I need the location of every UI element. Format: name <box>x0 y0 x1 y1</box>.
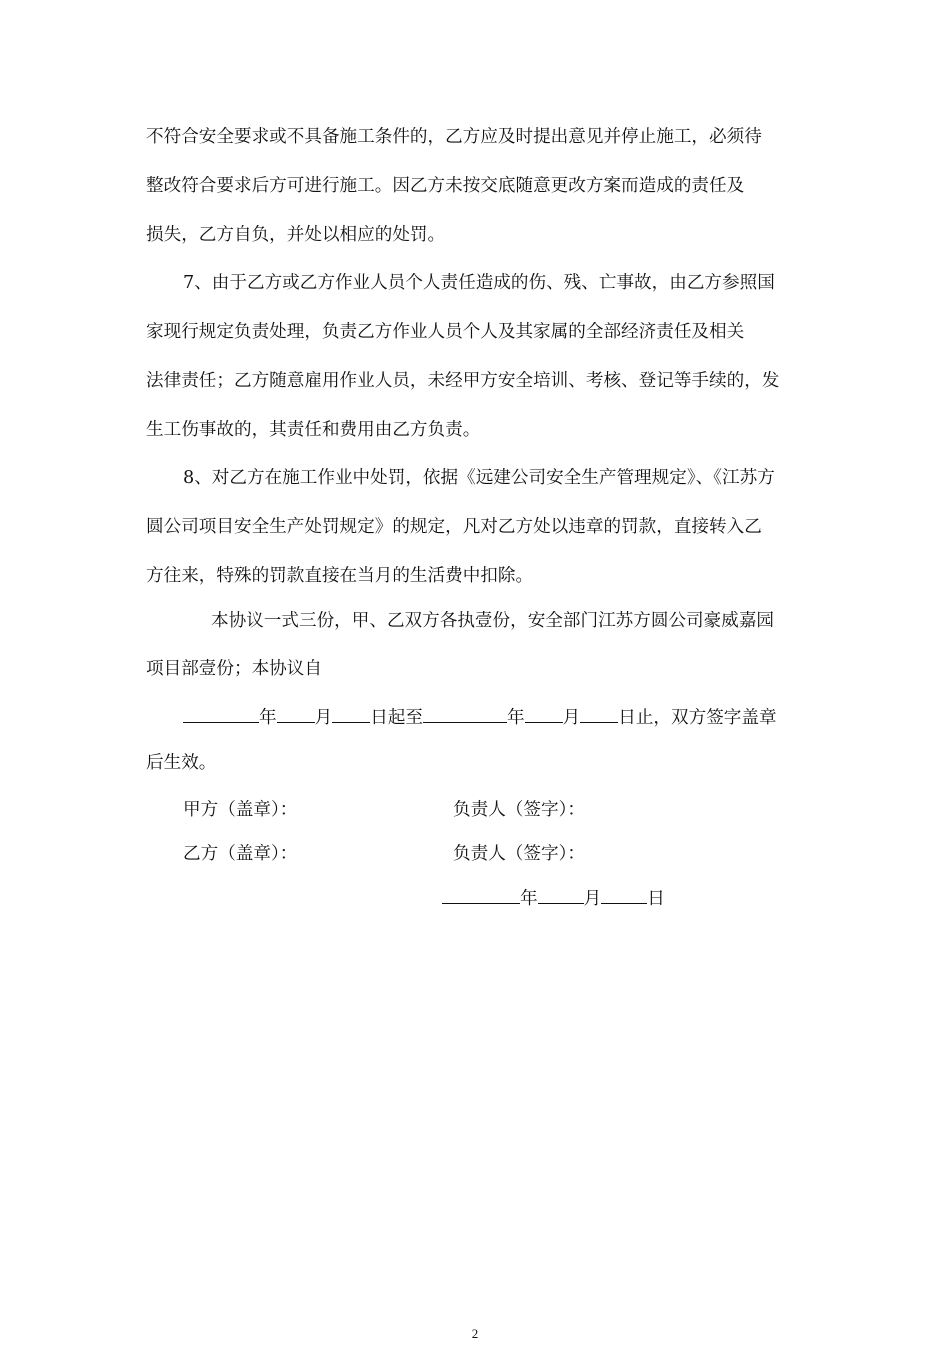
label-end-day: 日止，双方签字盖章 <box>618 708 777 728</box>
page-number: 2 <box>471 1326 479 1341</box>
paragraph-8-line-1: 8、对乙方在施工作业中处罚，依据《远建公司安全生产管理规定》、《江苏方 <box>183 468 775 488</box>
label-sign-year: 年 <box>520 889 538 909</box>
label-end-year: 年 <box>507 708 525 728</box>
blank-end-year[interactable] <box>423 704 507 723</box>
paragraph-7-line-4: 生工伤事故的，其责任和费用由乙方负责。 <box>146 420 481 440</box>
agreement-line-4: 后生效。 <box>146 753 217 773</box>
label-end-month: 月 <box>562 708 581 728</box>
blank-start-year[interactable] <box>183 704 259 723</box>
paragraph-8-line-3: 方往来，特殊的罚款直接在当月的生活费中扣除。 <box>146 566 534 586</box>
blank-sign-day[interactable] <box>601 885 647 904</box>
blank-end-month[interactable] <box>525 704 563 723</box>
label-start-month: 月 <box>314 708 333 728</box>
label-sign-month: 月 <box>583 889 602 909</box>
paragraph-6-line-1: 不符合安全要求或不具备施工条件的，乙方应及时提出意见并停止施工，必须待 <box>146 127 762 147</box>
blank-start-month[interactable] <box>277 704 315 723</box>
signing-date-line <box>442 885 665 909</box>
paragraph-7-line-1: 7、由于乙方或乙方作业人员个人责任造成的伤、残、亡事故，由乙方参照国 <box>183 273 775 293</box>
blank-sign-month[interactable] <box>538 885 584 904</box>
paragraph-7-line-2: 家现行规定负责处理，负责乙方作业人员个人及其家属的全部经济责任及相关 <box>146 322 745 342</box>
paragraph-6-line-3: 损失，乙方自负，并处以相应的处罚。 <box>146 225 446 245</box>
paragraph-6-line-2: 整改符合要求后方可进行施工。因乙方未按交底随意更改方案而造成的责任及 <box>146 176 745 196</box>
agreement-line-2: 项目部壹份；本协议自 <box>146 659 322 679</box>
blank-sign-year[interactable] <box>442 885 520 904</box>
party-b-representative-label: 负责人（签字）： <box>453 844 585 864</box>
agreement-line-1: 本协议一式三份，甲、乙双方各执壹份，安全部门江苏方圆公司豪威嘉园 <box>211 611 775 631</box>
label-start-year: 年 <box>259 708 277 728</box>
paragraph-8-line-2: 圆公司项目安全生产处罚规定》的规定，凡对乙方处以违章的罚款，直接转入乙 <box>146 517 762 537</box>
blank-end-day[interactable] <box>580 704 618 723</box>
label-sign-day: 日 <box>647 889 665 909</box>
label-start-day: 日起至 <box>370 708 424 728</box>
party-a-seal-label: 甲方（盖章）： <box>183 800 298 820</box>
blank-start-day[interactable] <box>332 704 370 723</box>
validity-date-line <box>183 704 777 728</box>
party-a-representative-label: 负责人（签字）： <box>453 800 585 820</box>
party-b-seal-label: 乙方（盖章）： <box>183 844 298 864</box>
paragraph-7-line-3: 法律责任；乙方随意雇用作业人员，未经甲方安全培训、考核、登记等手续的，发 <box>146 371 780 391</box>
